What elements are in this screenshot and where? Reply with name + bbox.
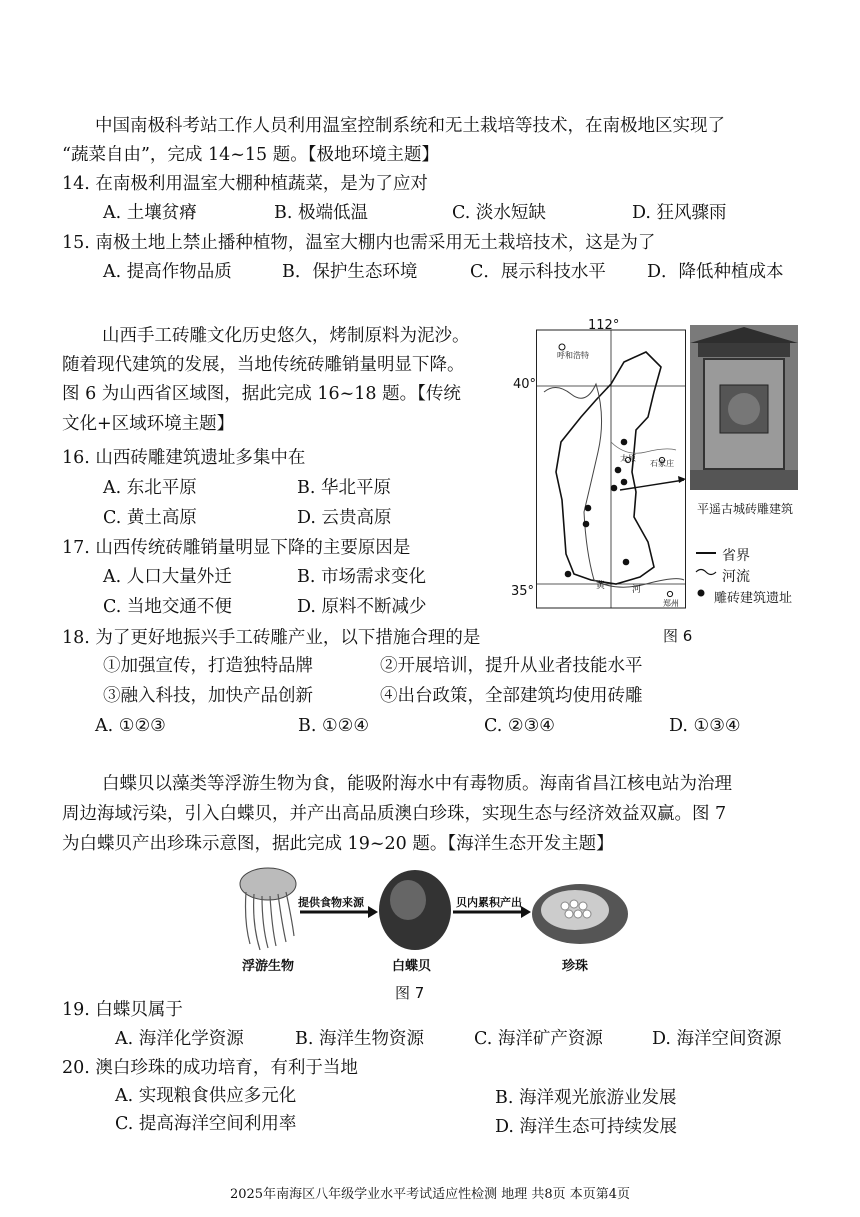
q18-stem: 18. 为了更好地振兴手工砖雕产业，以下措施合理的是 — [62, 628, 481, 648]
intro-pearl-line2: 周边海域污染，引入白蝶贝，并产出高品质澳白珍珠，实现生态与经济效益双赢。图 7 — [62, 804, 727, 824]
heritage-site — [565, 571, 572, 578]
city-zhengzhou: 郑州 — [663, 599, 679, 608]
city-marker-zhengzhou — [667, 591, 672, 596]
q15-option-c: C．展示科技水平 — [470, 262, 606, 282]
q20-option-d: D. 海洋生态可持续发展 — [495, 1117, 678, 1137]
map-lat40-label: 40° — [513, 377, 537, 392]
q18-item-3: ③融入科技，加快产品创新 — [103, 686, 313, 706]
intro-pearl-line3: 为白蝶贝产出珍珠示意图，据此完成 19~20 题。【海洋生态开发主题】 — [62, 834, 614, 854]
q14-option-d: D. 狂风骤雨 — [632, 203, 727, 223]
intro-polar-line2: “蔬菜自由”，完成 14~15 题。【极地环境主题】 — [62, 145, 439, 165]
intro-shanxi-line2: 随着现代建筑的发展，当地传统砖雕销量明显下降。 — [62, 355, 465, 375]
fig7-plankton-label: 浮游生物 — [242, 959, 295, 974]
heritage-site — [585, 505, 592, 512]
q20-option-c: C. 提高海洋空间利用率 — [115, 1114, 297, 1134]
pingyao-brick-carving-photo — [690, 325, 798, 490]
q14-option-a: A. 土壤贫瘠 — [103, 203, 197, 223]
river-label-he: 河 — [632, 585, 642, 595]
q18-option-a: A. ①②③ — [95, 716, 166, 736]
intro-polar-line1: 中国南极科考站工作人员利用温室控制系统和无土栽培等技术，在南极地区实现了 — [95, 116, 725, 136]
city-shijiazhuang: 石家庄 — [650, 459, 674, 468]
q15-option-b: B．保护生态环境 — [282, 262, 418, 282]
q15-option-d: D．降低种植成本 — [647, 262, 784, 282]
river-label-huang: 黄 — [596, 581, 606, 591]
city-huhehaote: 呼和浩特 — [557, 351, 589, 360]
q18-item-1: ①加强宣传，打造独特品牌 — [103, 656, 313, 676]
heritage-site — [621, 439, 628, 446]
q16-option-c: C. 黄土高原 — [103, 508, 197, 528]
legend-river-label: 河流 — [722, 569, 750, 585]
heritage-site — [583, 521, 590, 528]
q20-option-b: B. 海洋观光旅游业发展 — [495, 1088, 677, 1108]
fig7-caption: 图 7 — [395, 984, 425, 1002]
q15-stem: 15. 南极土地上禁止播种植物，温室大棚内也需采用无土栽培技术，这是为了 — [62, 233, 656, 253]
pearls-illustration — [532, 884, 628, 944]
city-taiyuan: 太原 — [620, 454, 636, 463]
heritage-site — [615, 467, 622, 474]
heritage-site — [611, 485, 618, 492]
map-longitude-label: 112° — [588, 318, 620, 333]
q17-option-d: D. 原料不断减少 — [297, 597, 427, 617]
q19-option-d: D. 海洋空间资源 — [652, 1029, 782, 1049]
pearl-oyster-illustration — [379, 870, 451, 950]
fig7-oyster-label: 白蝶贝 — [392, 959, 432, 974]
heritage-site — [623, 559, 630, 566]
q15-option-a: A. 提高作物品质 — [103, 262, 232, 282]
q17-stem: 17. 山西传统砖雕销量明显下降的主要原因是 — [62, 538, 411, 558]
q18-option-c: C. ②③④ — [484, 716, 555, 736]
q16-stem: 16. 山西砖雕建筑遗址多集中在 — [62, 448, 306, 468]
q19-option-a: A. 海洋化学资源 — [115, 1029, 244, 1049]
q20-option-a: A. 实现粮食供应多元化 — [115, 1086, 297, 1106]
page-footer: 2025年南海区八年级学业水平考试适应性检测 地理 共8页 本页第4页 — [229, 1187, 631, 1202]
fig7-arrow2-label: 贝内累积产出 — [456, 896, 522, 909]
fig6-caption: 图 6 — [663, 627, 693, 645]
legend-border-label: 省界 — [722, 548, 750, 564]
intro-shanxi-line4: 文化+区域环境主题】 — [62, 414, 235, 434]
q18-item-4: ④出台政策，全部建筑均使用砖雕 — [380, 686, 643, 706]
q20-stem: 20. 澳白珍珠的成功培育，有利于当地 — [62, 1058, 358, 1078]
q18-option-d: D. ①③④ — [669, 716, 741, 736]
q16-option-a: A. 东北平原 — [103, 478, 197, 498]
legend-heritage-label: 雕砖建筑遗址 — [714, 591, 793, 606]
plankton-illustration — [240, 868, 296, 950]
q14-option-c: C. 淡水短缺 — [452, 203, 546, 223]
q14-stem: 14. 在南极利用温室大棚种植蔬菜，是为了应对 — [62, 174, 428, 194]
q17-option-b: B. 市场需求变化 — [297, 567, 426, 587]
q16-option-d: D. 云贵高原 — [297, 508, 392, 528]
fig7-pearl-label: 珍珠 — [562, 959, 589, 974]
q16-option-b: B. 华北平原 — [297, 478, 391, 498]
intro-pearl-line1: 白蝶贝以藻类等浮游生物为食，能吸附海水中有毒物质。海南省昌江核电站为治理 — [102, 774, 732, 794]
intro-shanxi-line1: 山西手工砖雕文化历史悠久，烤制原料为泥沙。 — [102, 326, 470, 346]
map-lat35-label: 35° — [511, 584, 535, 599]
fig7-arrow1-label: 提供食物来源 — [298, 896, 364, 909]
q19-option-c: C. 海洋矿产资源 — [474, 1029, 603, 1049]
heritage-site — [621, 479, 628, 486]
q19-stem: 19. 白蝶贝属于 — [62, 1000, 183, 1020]
q19-option-b: B. 海洋生物资源 — [295, 1029, 424, 1049]
q17-option-c: C. 当地交通不便 — [103, 597, 232, 617]
photo-caption: 平遥古城砖雕建筑 — [697, 502, 794, 516]
q17-option-a: A. 人口大量外迁 — [103, 567, 232, 587]
q18-item-2: ②开展培训，提升从业者技能水平 — [380, 656, 643, 676]
q18-option-b: B. ①②④ — [298, 716, 370, 736]
q14-option-b: B. 极端低温 — [274, 203, 368, 223]
intro-shanxi-line3: 图 6 为山西省区域图，据此完成 16~18 题。【传统 — [62, 384, 461, 404]
